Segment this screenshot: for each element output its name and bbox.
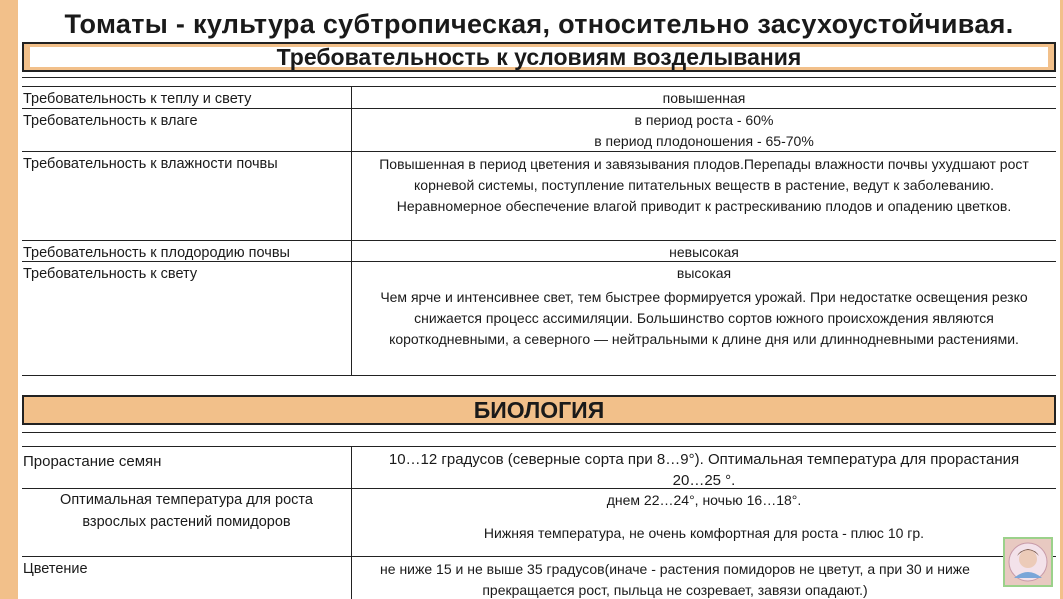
table-row [22,488,1056,556]
row-value [352,447,1056,488]
section-title: БИОЛОГИЯ [30,400,1048,420]
value-line: днем 22…24°, ночью 16…18°. [606,492,802,508]
avatar[interactable] [1003,537,1053,587]
main-title: Томаты - культура субтропическая, относительно засухоустойчивая. [64,8,1014,39]
value-paragraph: не ниже 15 и не выше 35 градусов(иначе - растения помидоров не цветут, а при 30 и ниже прекращается рост, пыльца не созревает, завязи опадают.) [380,561,970,598]
row-value [352,557,1056,599]
section-header-biology [22,395,1056,425]
row-value [352,152,1056,240]
value-paragraph: Чем ярче и интенсивнее свет, тем быстрее формируется урожай. При недостатке освещения резко снижается процесс ассимиляции. Большинство сортов южного происхождения являются короткодневными, а северного — нейтральными к длине дня или длиннодневными растениями. [380,289,1028,347]
table-row [22,151,1056,240]
value-paragraph: Повышенная в период цветения и завязывания плодов.Перепады влажности почвы ухудшают рост корневой системы, поступление питательных веществ в растение, ведут к заболеванию. Неравномерное обеспечение влагой приводит к растрескиванию плодов и опадению цветков. [379,156,1029,214]
row-value [352,87,1056,108]
row-label: Требовательность к свету [22,262,352,375]
value-paragraph: 10…12 градусов (северные сорта при 8…9°). Оптимальная температура для прорастания 20…25 °. [388,451,1020,489]
row-label: Требовательность к влаге [22,109,352,151]
value-line: повышенная [662,90,746,106]
row-label: Требовательность к плодородию почвы [22,241,352,261]
value-line: в период роста - 60% [634,112,774,128]
table-row [22,240,1056,261]
row-label: Требовательность к теплу и свету [22,87,352,108]
avatar-portrait-icon [1008,542,1048,582]
row-value [352,489,1056,556]
section-header-requirements [22,42,1056,72]
value-line: невысокая [669,244,739,260]
table-row [22,556,1056,599]
table-row [22,108,1056,151]
row-value [352,109,1056,151]
table-divider [22,77,1056,78]
value-line: в период плодоношения - 65-70% [594,133,814,149]
row-label: Цветение [22,557,352,599]
table-row [22,446,1056,488]
table-divider [22,432,1056,433]
row-value [352,262,1056,375]
section-title: Требовательность к условиям возделывания [30,47,1048,67]
row-label: Требовательность к влажности почвы [22,152,352,240]
row-value [352,241,1056,261]
table-row [22,261,1056,376]
row-label: Прорастание семян [22,447,352,488]
document-sheet [18,0,1060,599]
value-line: высокая [676,265,732,281]
row-label: Оптимальная температура для роста взрослых растений помидоров [22,489,352,556]
table-row [22,86,1056,108]
value-line: Нижняя температура, не очень комфортная для роста - плюс 10 гр. [483,525,925,541]
